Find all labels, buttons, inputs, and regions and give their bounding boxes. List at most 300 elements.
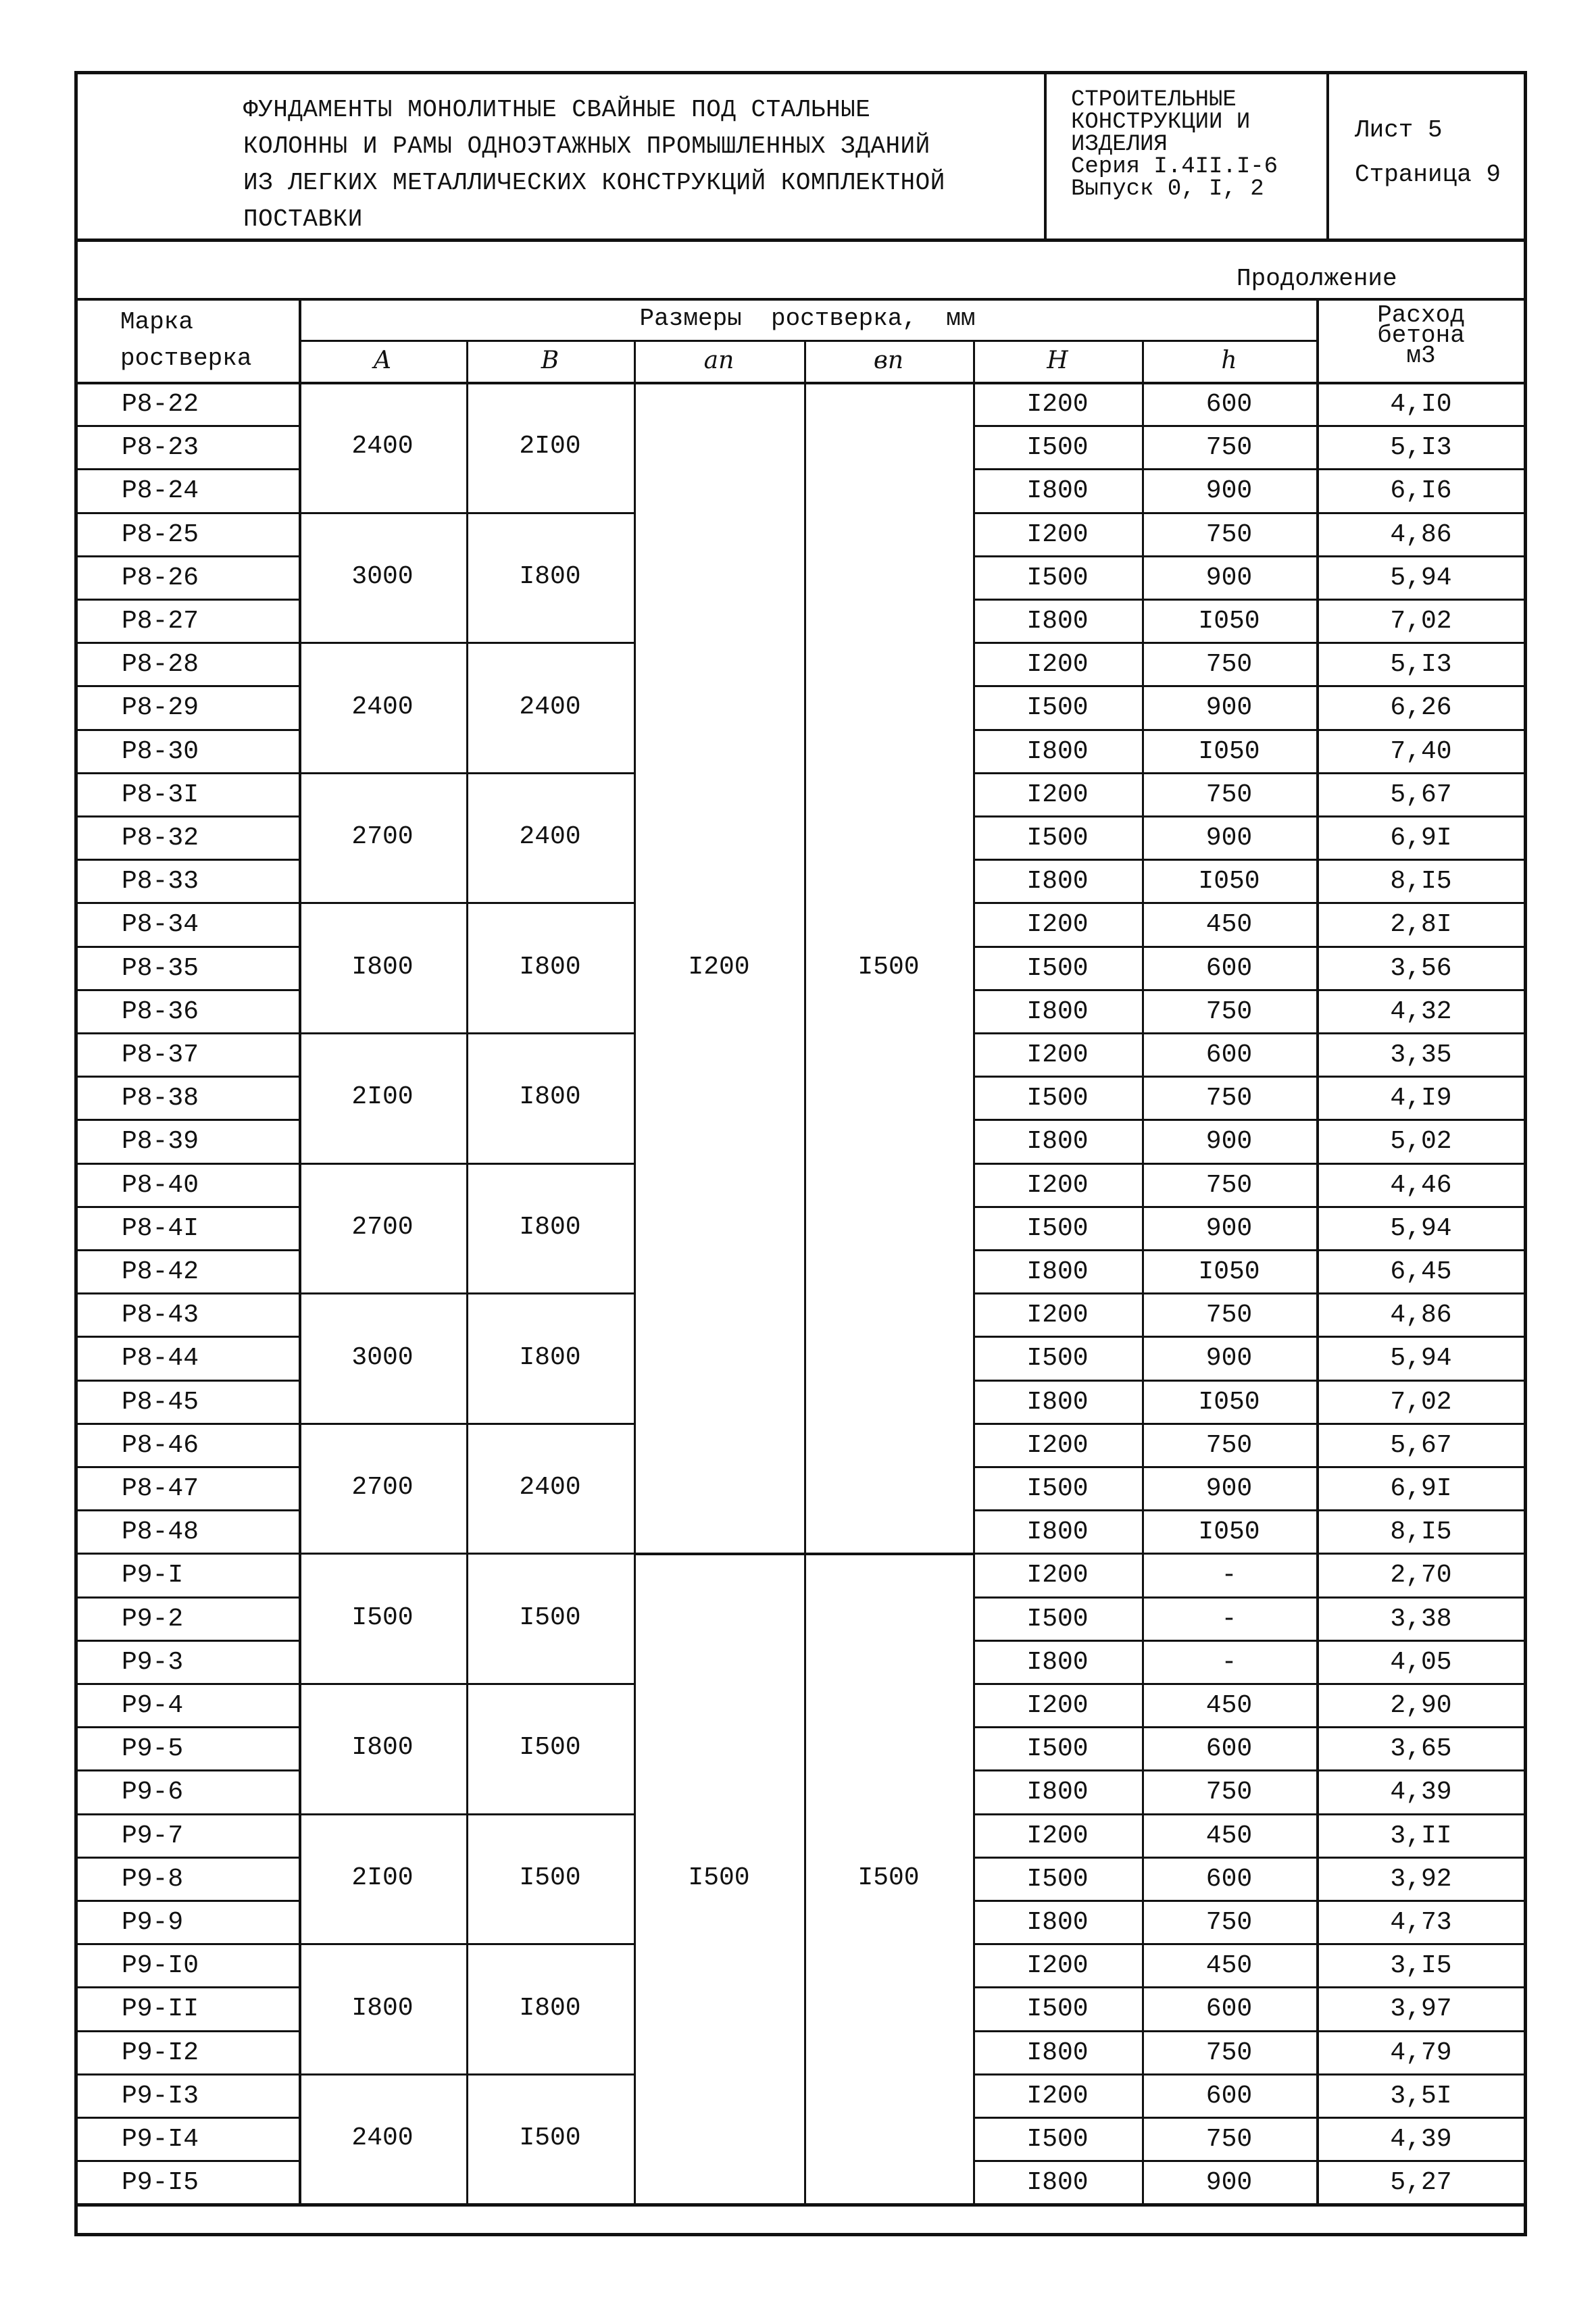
row-consumption: 2,8I bbox=[1390, 910, 1452, 940]
row-h: 750 bbox=[1205, 997, 1253, 1026]
row-mark: Р8-42 bbox=[122, 1257, 199, 1286]
row-separator bbox=[973, 1076, 1526, 1078]
title-divider bbox=[1044, 74, 1047, 238]
row-consumption: 8,I5 bbox=[1390, 1517, 1452, 1547]
row-H: I800 bbox=[1026, 1517, 1089, 1547]
row-separator bbox=[76, 512, 299, 514]
row-consumption: 7,02 bbox=[1390, 607, 1452, 636]
row-consumption: 4,46 bbox=[1390, 1170, 1452, 1200]
row-separator bbox=[76, 1336, 299, 1338]
row-mark: Р9-7 bbox=[122, 1821, 184, 1851]
row-separator bbox=[76, 1119, 299, 1121]
row-mark: Р9-I2 bbox=[122, 2038, 199, 2067]
row-consumption: 3,35 bbox=[1390, 1040, 1452, 1070]
row-consumption: 4,86 bbox=[1390, 1301, 1452, 1330]
group-B: 2400 bbox=[519, 1473, 581, 1503]
row-mark: Р8-48 bbox=[122, 1517, 199, 1547]
header-col-a: A bbox=[374, 347, 391, 374]
row-consumption: 5,I3 bbox=[1390, 650, 1452, 680]
row-separator bbox=[973, 468, 1526, 470]
row-mark: Р9-II bbox=[122, 1994, 199, 2024]
row-separator bbox=[973, 859, 1526, 861]
row-separator bbox=[973, 1553, 1526, 1555]
row-separator bbox=[973, 1423, 1526, 1425]
row-mark: Р8-27 bbox=[122, 607, 199, 636]
header-col-h: h bbox=[1221, 347, 1237, 374]
header-col-bn: вп bbox=[873, 347, 904, 374]
row-H: I500 bbox=[1026, 563, 1089, 593]
row-consumption: 5,I3 bbox=[1390, 433, 1452, 463]
header-sizes: Размеры ростверка, мм bbox=[639, 305, 976, 332]
row-separator bbox=[76, 425, 299, 427]
group-A: 3000 bbox=[351, 561, 414, 591]
row-separator bbox=[973, 1769, 1526, 1771]
row-h: 600 bbox=[1205, 1864, 1253, 1894]
row-separator bbox=[973, 815, 1526, 818]
row-mark: Р8-45 bbox=[122, 1387, 199, 1417]
row-H: I500 bbox=[1026, 693, 1089, 723]
row-mark: Р8-23 bbox=[122, 433, 199, 463]
row-separator bbox=[973, 685, 1526, 687]
row-h: 900 bbox=[1205, 1474, 1253, 1503]
row-separator bbox=[973, 1986, 1526, 1988]
row-consumption: 4,79 bbox=[1390, 2038, 1452, 2067]
row-separator bbox=[76, 946, 299, 948]
row-H: I200 bbox=[1026, 650, 1089, 680]
sheet-number: Лист 5 bbox=[1355, 116, 1443, 144]
row-separator bbox=[76, 468, 299, 470]
row-separator bbox=[973, 1466, 1526, 1468]
group-B: I800 bbox=[519, 561, 581, 591]
group-B: I500 bbox=[519, 1733, 581, 1763]
row-h: I050 bbox=[1198, 736, 1260, 766]
row-h: 600 bbox=[1205, 953, 1253, 983]
group-A: 2I00 bbox=[351, 1082, 414, 1112]
row-h: 600 bbox=[1205, 390, 1253, 419]
row-h: 900 bbox=[1205, 693, 1253, 723]
continuation-label: Продолжение bbox=[1237, 265, 1397, 293]
row-h: 750 bbox=[1205, 520, 1253, 549]
row-h: 900 bbox=[1205, 1213, 1253, 1243]
row-H: I200 bbox=[1026, 1430, 1089, 1460]
row-h: 750 bbox=[1205, 1170, 1253, 1200]
row-separator bbox=[973, 1813, 1526, 1815]
row-H: I200 bbox=[1026, 2081, 1089, 2111]
row-h: 900 bbox=[1205, 1127, 1253, 1157]
row-separator bbox=[76, 599, 299, 601]
group-A: 2700 bbox=[351, 1212, 414, 1242]
row-separator bbox=[76, 1466, 299, 1468]
col-border bbox=[466, 340, 468, 2203]
row-H: I800 bbox=[1026, 1127, 1089, 1157]
row-mark: Р9-9 bbox=[122, 1908, 184, 1937]
row-H: I800 bbox=[1026, 997, 1089, 1026]
row-separator bbox=[76, 859, 299, 861]
header-consumption: Расход бетона м3 bbox=[1377, 301, 1465, 370]
row-separator bbox=[76, 1423, 299, 1425]
group-B: I800 bbox=[519, 952, 581, 982]
row-consumption: 4,73 bbox=[1390, 1908, 1452, 1937]
group-A: I800 bbox=[351, 1733, 414, 1763]
row-separator bbox=[973, 2030, 1526, 2032]
row-consumption: 3,56 bbox=[1390, 953, 1452, 983]
row-mark: Р9-I5 bbox=[122, 2168, 199, 2198]
group-B: 2400 bbox=[519, 822, 581, 852]
row-H: I800 bbox=[1026, 1778, 1089, 1807]
row-H: I500 bbox=[1026, 1734, 1089, 1764]
row-mark: Р8-32 bbox=[122, 824, 199, 853]
row-separator bbox=[973, 1206, 1526, 1208]
row-h: 750 bbox=[1205, 1084, 1253, 1113]
row-H: I200 bbox=[1026, 1040, 1089, 1070]
row-mark: Р8-34 bbox=[122, 910, 199, 940]
row-consumption: 5,67 bbox=[1390, 1430, 1452, 1460]
row-separator bbox=[973, 599, 1526, 601]
row-consumption: 4,39 bbox=[1390, 2125, 1452, 2154]
row-separator bbox=[973, 902, 1526, 904]
row-h: 450 bbox=[1205, 1691, 1253, 1720]
col-border bbox=[973, 340, 975, 2203]
row-h: 750 bbox=[1205, 780, 1253, 809]
row-consumption: 4,I9 bbox=[1390, 1084, 1452, 1113]
row-mark: Р8-38 bbox=[122, 1084, 199, 1113]
group-A: I500 bbox=[351, 1603, 414, 1632]
row-separator bbox=[76, 1163, 299, 1165]
row-consumption: 5,94 bbox=[1390, 1344, 1452, 1374]
block-bn: I500 bbox=[857, 1863, 920, 1892]
group-A: I800 bbox=[351, 952, 414, 982]
page-number: Страница 9 bbox=[1355, 161, 1501, 188]
row-separator bbox=[76, 1032, 299, 1034]
row-h: 900 bbox=[1205, 563, 1253, 593]
row-separator bbox=[973, 1249, 1526, 1251]
row-separator bbox=[973, 989, 1526, 991]
row-consumption: 8,I5 bbox=[1390, 867, 1452, 897]
group-B: I800 bbox=[519, 1993, 581, 2023]
col-border bbox=[634, 340, 636, 2203]
row-mark: Р8-43 bbox=[122, 1301, 199, 1330]
row-H: I800 bbox=[1026, 2038, 1089, 2067]
row-H: I200 bbox=[1026, 1691, 1089, 1720]
row-h: 450 bbox=[1205, 1951, 1253, 1981]
row-H: I500 bbox=[1026, 2125, 1089, 2154]
row-h: - bbox=[1221, 1647, 1237, 1677]
row-consumption: 7,02 bbox=[1390, 1387, 1452, 1417]
row-H: I200 bbox=[1026, 390, 1089, 419]
row-h: I050 bbox=[1198, 607, 1260, 636]
row-separator bbox=[973, 2160, 1526, 2162]
group-B: 2400 bbox=[519, 692, 581, 722]
row-mark: Р9-6 bbox=[122, 1778, 184, 1807]
row-separator bbox=[76, 729, 299, 731]
header-col-b: B bbox=[541, 347, 559, 374]
block-bn: I500 bbox=[857, 952, 920, 982]
row-h: - bbox=[1221, 1604, 1237, 1634]
row-H: I200 bbox=[1026, 520, 1089, 549]
row-separator bbox=[76, 989, 299, 991]
row-H: I800 bbox=[1026, 476, 1089, 506]
row-H: I800 bbox=[1026, 1647, 1089, 1677]
row-mark: Р8-4I bbox=[122, 1213, 199, 1243]
row-separator bbox=[76, 1553, 299, 1555]
row-separator bbox=[973, 729, 1526, 731]
row-consumption: 3,5I bbox=[1390, 2081, 1452, 2111]
row-consumption: 5,67 bbox=[1390, 780, 1452, 809]
row-H: I800 bbox=[1026, 1257, 1089, 1286]
row-separator bbox=[76, 1986, 299, 1988]
row-separator bbox=[76, 1076, 299, 1078]
group-B: I500 bbox=[519, 2123, 581, 2153]
row-consumption: 4,32 bbox=[1390, 997, 1452, 1026]
row-separator bbox=[973, 1726, 1526, 1728]
row-consumption: 3,II bbox=[1390, 1821, 1452, 1851]
row-separator bbox=[973, 1683, 1526, 1685]
row-separator bbox=[76, 902, 299, 904]
row-H: I500 bbox=[1026, 1604, 1089, 1634]
row-h: 450 bbox=[1205, 1821, 1253, 1851]
row-mark: Р9-I4 bbox=[122, 2125, 199, 2154]
row-separator bbox=[76, 1380, 299, 1382]
row-separator bbox=[76, 1726, 299, 1728]
group-B: I800 bbox=[519, 1342, 581, 1372]
row-consumption: 6,I6 bbox=[1390, 476, 1452, 506]
row-separator bbox=[76, 1509, 299, 1511]
row-separator bbox=[973, 2117, 1526, 2119]
row-h: 750 bbox=[1205, 1778, 1253, 1807]
row-h: 900 bbox=[1205, 476, 1253, 506]
row-h: 600 bbox=[1205, 1734, 1253, 1764]
row-mark: Р8-33 bbox=[122, 867, 199, 897]
row-separator bbox=[76, 1206, 299, 1208]
row-h: 750 bbox=[1205, 433, 1253, 463]
row-consumption: 6,26 bbox=[1390, 693, 1452, 723]
row-H: I500 bbox=[1026, 1213, 1089, 1243]
row-consumption: 3,92 bbox=[1390, 1864, 1452, 1894]
col-border bbox=[804, 340, 806, 2203]
group-A: 2400 bbox=[351, 2123, 414, 2153]
row-consumption: 4,05 bbox=[1390, 1647, 1452, 1677]
row-mark: Р8-30 bbox=[122, 736, 199, 766]
row-H: I800 bbox=[1026, 607, 1089, 636]
row-mark: Р9-5 bbox=[122, 1734, 184, 1764]
title-divider bbox=[1326, 74, 1329, 238]
row-consumption: 5,02 bbox=[1390, 1127, 1452, 1157]
row-h: 750 bbox=[1205, 650, 1253, 680]
row-h: I050 bbox=[1198, 867, 1260, 897]
group-B: 2I00 bbox=[519, 432, 581, 461]
row-mark: Р8-3I bbox=[122, 780, 199, 809]
row-mark: Р8-35 bbox=[122, 953, 199, 983]
row-separator bbox=[973, 1640, 1526, 1642]
row-H: I500 bbox=[1026, 1344, 1089, 1374]
row-separator bbox=[76, 2160, 299, 2162]
row-h: 750 bbox=[1205, 1908, 1253, 1937]
row-mark: Р8-28 bbox=[122, 650, 199, 680]
row-consumption: 5,94 bbox=[1390, 563, 1452, 593]
block-an: I500 bbox=[688, 1863, 750, 1892]
header-bottom-border bbox=[76, 382, 1526, 384]
row-separator bbox=[973, 1032, 1526, 1034]
row-mark: Р8-37 bbox=[122, 1040, 199, 1070]
row-separator bbox=[76, 555, 299, 557]
group-B: I800 bbox=[519, 1212, 581, 1242]
row-separator bbox=[76, 1857, 299, 1859]
row-H: I500 bbox=[1026, 1084, 1089, 1113]
row-H: I500 bbox=[1026, 1864, 1089, 1894]
group-A: 2400 bbox=[351, 692, 414, 722]
row-mark: Р9-4 bbox=[122, 1691, 184, 1720]
row-separator bbox=[76, 1249, 299, 1251]
row-H: I500 bbox=[1026, 953, 1089, 983]
row-separator bbox=[76, 815, 299, 818]
table-top-border bbox=[76, 298, 1526, 301]
row-H: I200 bbox=[1026, 1170, 1089, 1200]
row-mark: Р9-2 bbox=[122, 1604, 184, 1634]
title-block bbox=[78, 74, 1524, 242]
row-H: I200 bbox=[1026, 1301, 1089, 1330]
row-h: 900 bbox=[1205, 824, 1253, 853]
col-border bbox=[1142, 340, 1144, 2203]
group-A: 2400 bbox=[351, 432, 414, 461]
row-consumption: 6,9I bbox=[1390, 824, 1452, 853]
row-separator bbox=[973, 946, 1526, 948]
row-mark: Р8-26 bbox=[122, 563, 199, 593]
row-separator bbox=[76, 1943, 299, 1945]
col-border bbox=[299, 298, 301, 2203]
row-consumption: 4,I0 bbox=[1390, 390, 1452, 419]
row-separator bbox=[973, 1900, 1526, 1902]
group-A: 3000 bbox=[351, 1342, 414, 1372]
row-h: 750 bbox=[1205, 1301, 1253, 1330]
row-separator bbox=[76, 1813, 299, 1815]
row-separator bbox=[973, 1943, 1526, 1945]
group-B: I500 bbox=[519, 1603, 581, 1632]
document-title: ФУНДАМЕНТЫ МОНОЛИТНЫЕ СВАЙНЫЕ ПОД СТАЛЬНЫЕ КОЛОННЫ И РАМЫ ОДНОЭТАЖНЫХ ПРОМЫШЛЕННЫХ ЗДАНИЙ ИЗ ЛЕГКИХ МЕТАЛЛИЧЕСКИХ КОНСТРУКЦИЙ КОМПЛЕКТНОЙ ПОСТАВКИ bbox=[243, 96, 945, 233]
row-separator bbox=[973, 425, 1526, 427]
row-separator bbox=[973, 772, 1526, 774]
row-h: 450 bbox=[1205, 910, 1253, 940]
row-h: I050 bbox=[1198, 1387, 1260, 1417]
row-H: I500 bbox=[1026, 1474, 1089, 1503]
row-separator bbox=[76, 772, 299, 774]
row-consumption: 2,70 bbox=[1390, 1561, 1452, 1590]
row-consumption: 3,97 bbox=[1390, 1994, 1452, 2024]
row-H: I200 bbox=[1026, 1821, 1089, 1851]
row-separator bbox=[76, 2117, 299, 2119]
header-mark: Марка ростверка bbox=[120, 308, 252, 372]
row-consumption: 4,86 bbox=[1390, 520, 1452, 549]
row-separator bbox=[76, 2030, 299, 2032]
row-separator bbox=[973, 1857, 1526, 1859]
row-mark: Р8-39 bbox=[122, 1127, 199, 1157]
row-H: I800 bbox=[1026, 1387, 1089, 1417]
row-separator bbox=[973, 1163, 1526, 1165]
row-separator bbox=[76, 1769, 299, 1771]
row-mark: Р8-40 bbox=[122, 1170, 199, 1200]
row-separator bbox=[973, 1509, 1526, 1511]
row-H: I200 bbox=[1026, 1561, 1089, 1590]
row-H: I500 bbox=[1026, 433, 1089, 463]
row-H: I800 bbox=[1026, 736, 1089, 766]
row-h: 900 bbox=[1205, 2168, 1253, 2198]
row-mark: Р9-I bbox=[122, 1561, 184, 1590]
row-separator bbox=[973, 1292, 1526, 1294]
row-h: 750 bbox=[1205, 2125, 1253, 2154]
row-mark: Р8-24 bbox=[122, 476, 199, 506]
row-mark: Р8-29 bbox=[122, 693, 199, 723]
block-an: I200 bbox=[688, 952, 750, 982]
row-h: 600 bbox=[1205, 1040, 1253, 1070]
row-h: 600 bbox=[1205, 1994, 1253, 2024]
row-consumption: 4,39 bbox=[1390, 1778, 1452, 1807]
row-H: I200 bbox=[1026, 910, 1089, 940]
row-consumption: 2,90 bbox=[1390, 1691, 1452, 1720]
row-mark: Р9-3 bbox=[122, 1647, 184, 1677]
group-A: I800 bbox=[351, 1993, 414, 2023]
row-h: - bbox=[1221, 1561, 1237, 1590]
row-separator bbox=[76, 685, 299, 687]
header-col-an: aп bbox=[703, 347, 734, 374]
row-consumption: 3,65 bbox=[1390, 1734, 1452, 1764]
header-col-h: H bbox=[1047, 347, 1068, 374]
row-H: I200 bbox=[1026, 1951, 1089, 1981]
row-separator bbox=[76, 1596, 299, 1599]
row-separator bbox=[973, 1336, 1526, 1338]
group-A: 2I00 bbox=[351, 1863, 414, 1892]
group-B: I800 bbox=[519, 1082, 581, 1112]
row-separator bbox=[973, 1119, 1526, 1121]
header-sub-border bbox=[299, 340, 1316, 342]
group-A: 2700 bbox=[351, 1473, 414, 1503]
row-h: 900 bbox=[1205, 1344, 1253, 1374]
row-consumption: 7,40 bbox=[1390, 736, 1452, 766]
row-H: I500 bbox=[1026, 824, 1089, 853]
row-H: I500 bbox=[1026, 1994, 1089, 2024]
row-H: I800 bbox=[1026, 867, 1089, 897]
row-separator bbox=[76, 1640, 299, 1642]
row-H: I200 bbox=[1026, 780, 1089, 809]
table-bottom-border bbox=[76, 2203, 1526, 2207]
row-mark: Р8-25 bbox=[122, 520, 199, 549]
row-h: 750 bbox=[1205, 1430, 1253, 1460]
row-mark: Р9-8 bbox=[122, 1864, 184, 1894]
row-separator bbox=[973, 2073, 1526, 2076]
row-mark: Р8-47 bbox=[122, 1474, 199, 1503]
row-mark: Р8-46 bbox=[122, 1430, 199, 1460]
row-consumption: 5,94 bbox=[1390, 1213, 1452, 1243]
col-border bbox=[1316, 298, 1319, 2203]
row-consumption: 5,27 bbox=[1390, 2168, 1452, 2198]
group-A: 2700 bbox=[351, 822, 414, 852]
row-h: 750 bbox=[1205, 2038, 1253, 2067]
group-B: I500 bbox=[519, 1863, 581, 1892]
row-consumption: 3,I5 bbox=[1390, 1951, 1452, 1981]
row-mark: Р9-I3 bbox=[122, 2081, 199, 2111]
row-separator bbox=[973, 1380, 1526, 1382]
row-mark: Р8-22 bbox=[122, 390, 199, 419]
row-h: I050 bbox=[1198, 1257, 1260, 1286]
row-mark: Р9-I0 bbox=[122, 1951, 199, 1981]
row-separator bbox=[973, 1596, 1526, 1599]
row-separator bbox=[76, 1683, 299, 1685]
row-consumption: 3,38 bbox=[1390, 1604, 1452, 1634]
row-separator bbox=[76, 1292, 299, 1294]
row-separator bbox=[973, 555, 1526, 557]
row-separator bbox=[973, 642, 1526, 644]
row-mark: Р8-36 bbox=[122, 997, 199, 1026]
row-consumption: 6,9I bbox=[1390, 1474, 1452, 1503]
row-separator bbox=[76, 2073, 299, 2076]
